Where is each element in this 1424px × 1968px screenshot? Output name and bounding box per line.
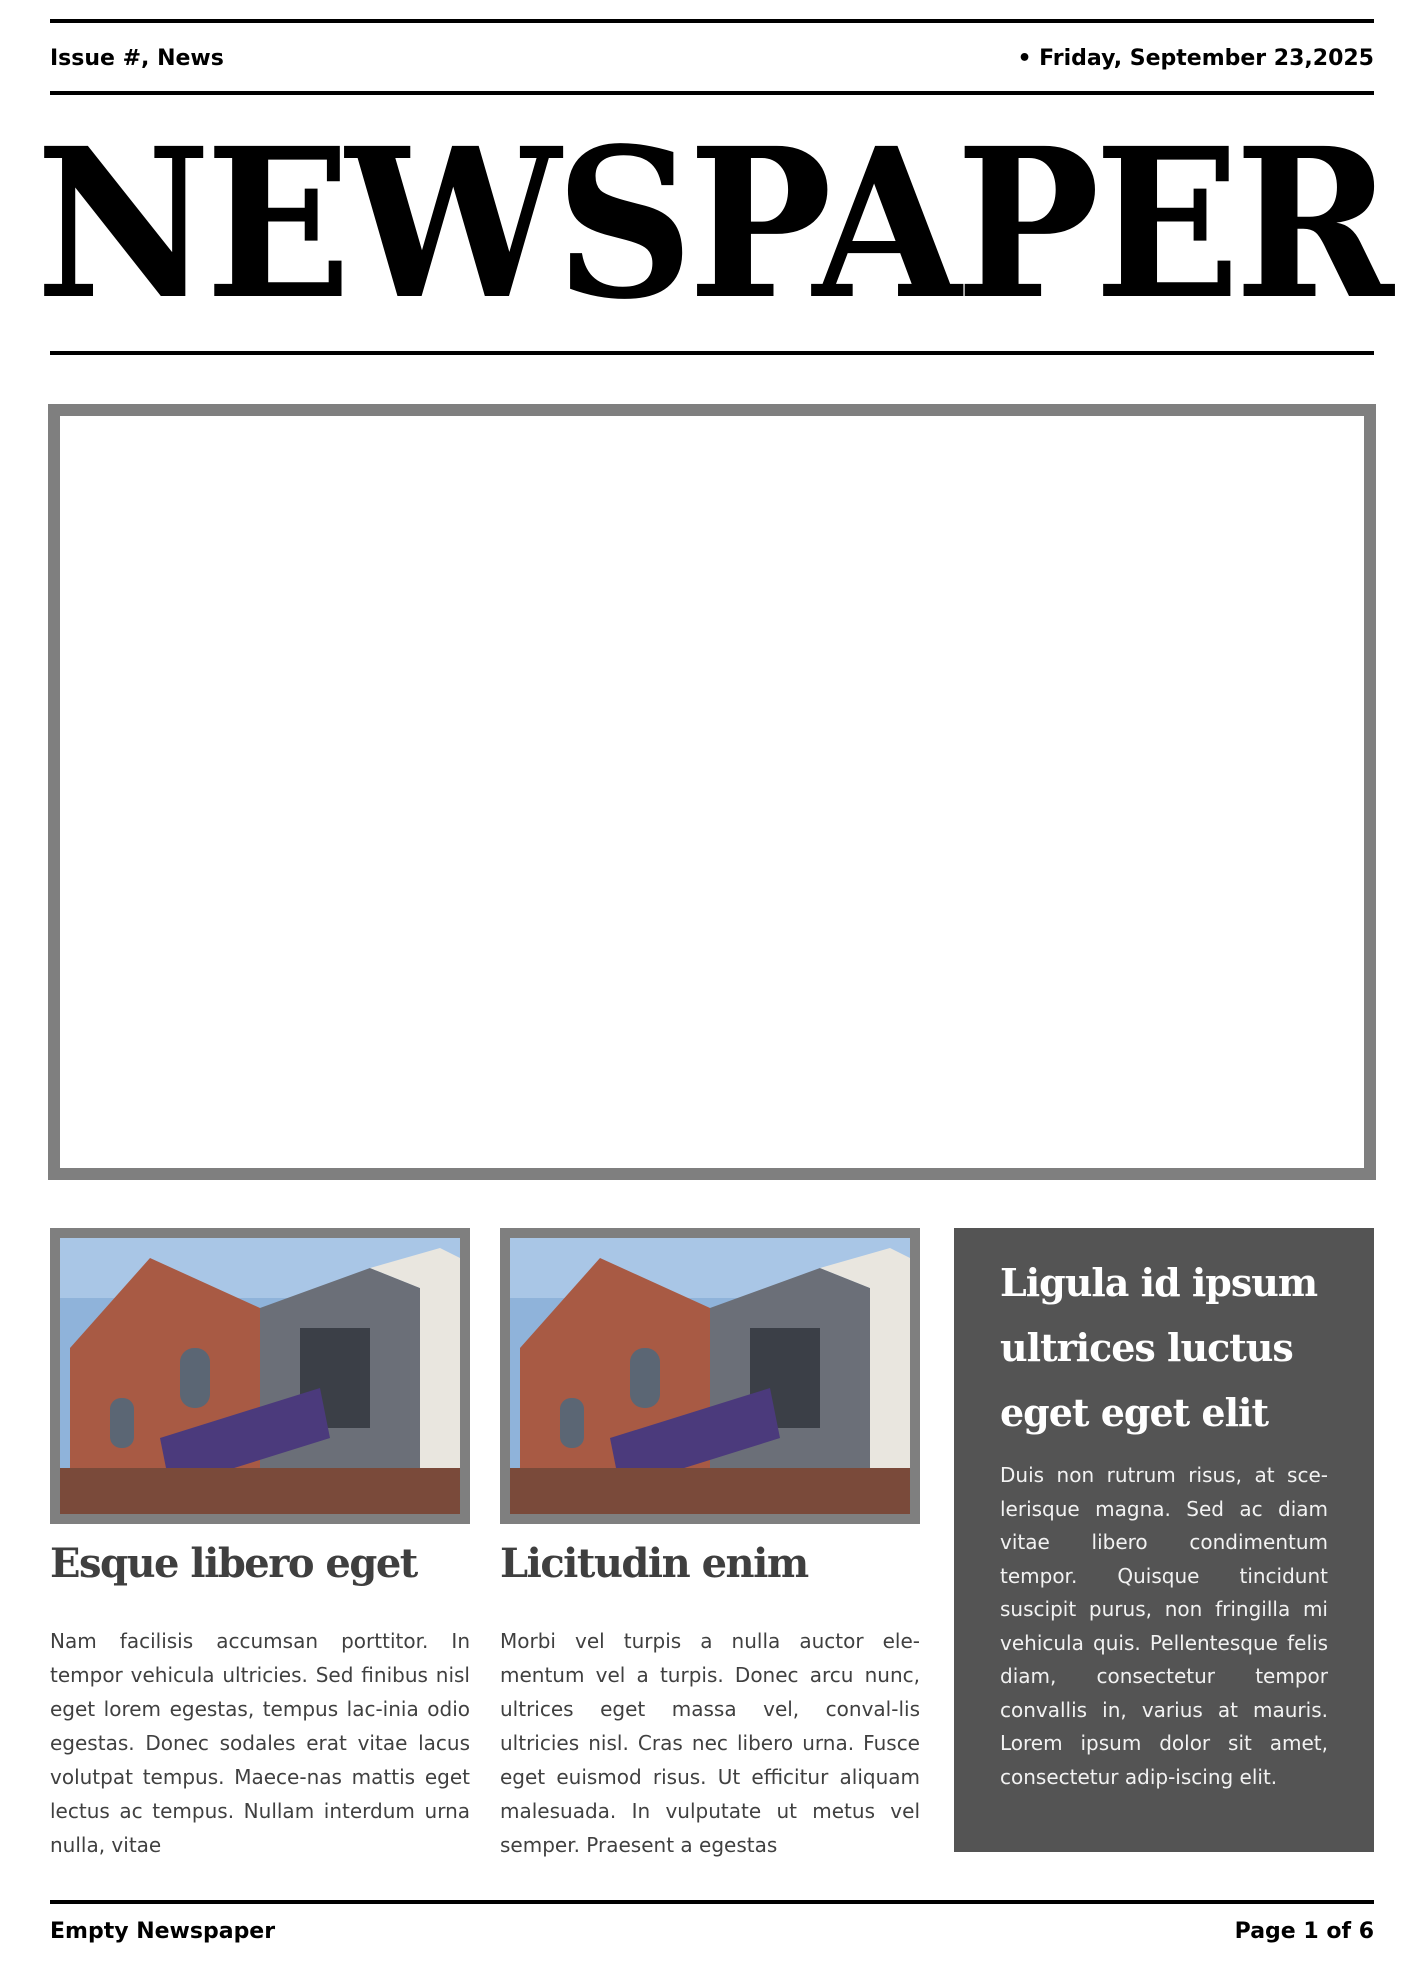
building-photo-icon — [510, 1238, 910, 1514]
building-photo-icon — [60, 1238, 460, 1514]
hero-image-placeholder — [48, 404, 1376, 1180]
footer-rule — [50, 1900, 1374, 1904]
article-headline-2: Licitudin enim — [500, 1540, 808, 1587]
issue-bar — [50, 38, 1374, 78]
masthead-rule — [50, 351, 1374, 355]
sidebar-title: Ligula id ipsum ultrices luctus eget eget elit — [1000, 1260, 1318, 1435]
article-photo-1 — [50, 1228, 470, 1524]
footer-title: Empty Newspaper — [50, 1918, 276, 1944]
top-rule — [50, 19, 1374, 23]
sidebar-box — [954, 1228, 1374, 1852]
issue-bar-rule — [50, 91, 1374, 95]
article-headline-1: Esque libero eget — [50, 1540, 417, 1587]
article-body-1: Nam facilisis accumsan porttitor. In tempor vehicula ultricies. Sed finibus nisl eget lorem egestas, tempus lac-inia odio egestas. Donec sodales erat vitae lacus volutpat tempus. Maece-nas mattis eget lectus ac tempus. Nullam interdum urna nulla, vitae — [50, 1629, 470, 1857]
article-photo-2 — [500, 1228, 920, 1524]
issue-date: • Friday, September 23,2025 — [1017, 45, 1374, 71]
issue-label: Issue #, News — [50, 45, 224, 71]
masthead-title: NEWSPAPER — [35, 103, 1389, 345]
sidebar-body: Duis non rutrum risus, at sce-lerisque magna. Sed ac diam vitae libero condimentum tempor. Quisque tincidunt suscipit purus, non fringilla mi vehicula quis. Pellentesque felis diam, consectetur tempor convallis in, varius at mauris. Lorem ipsum dolor sit amet, consectetur adip-iscing elit. — [1000, 1463, 1328, 1789]
page-number: Page 1 of 6 — [1234, 1918, 1374, 1944]
article-body-2: Morbi vel turpis a nulla auctor ele-mentum vel a turpis. Donec arcu nunc, ultrices eget massa vel, conval-lis ultricies nisl. Cras nec libero urna. Fusce eget euismod risus. Ut efficitur aliquam malesuada. In vulputate ut metus vel semper. Praesent a egestas — [500, 1629, 920, 1857]
footer — [50, 1910, 1374, 1952]
